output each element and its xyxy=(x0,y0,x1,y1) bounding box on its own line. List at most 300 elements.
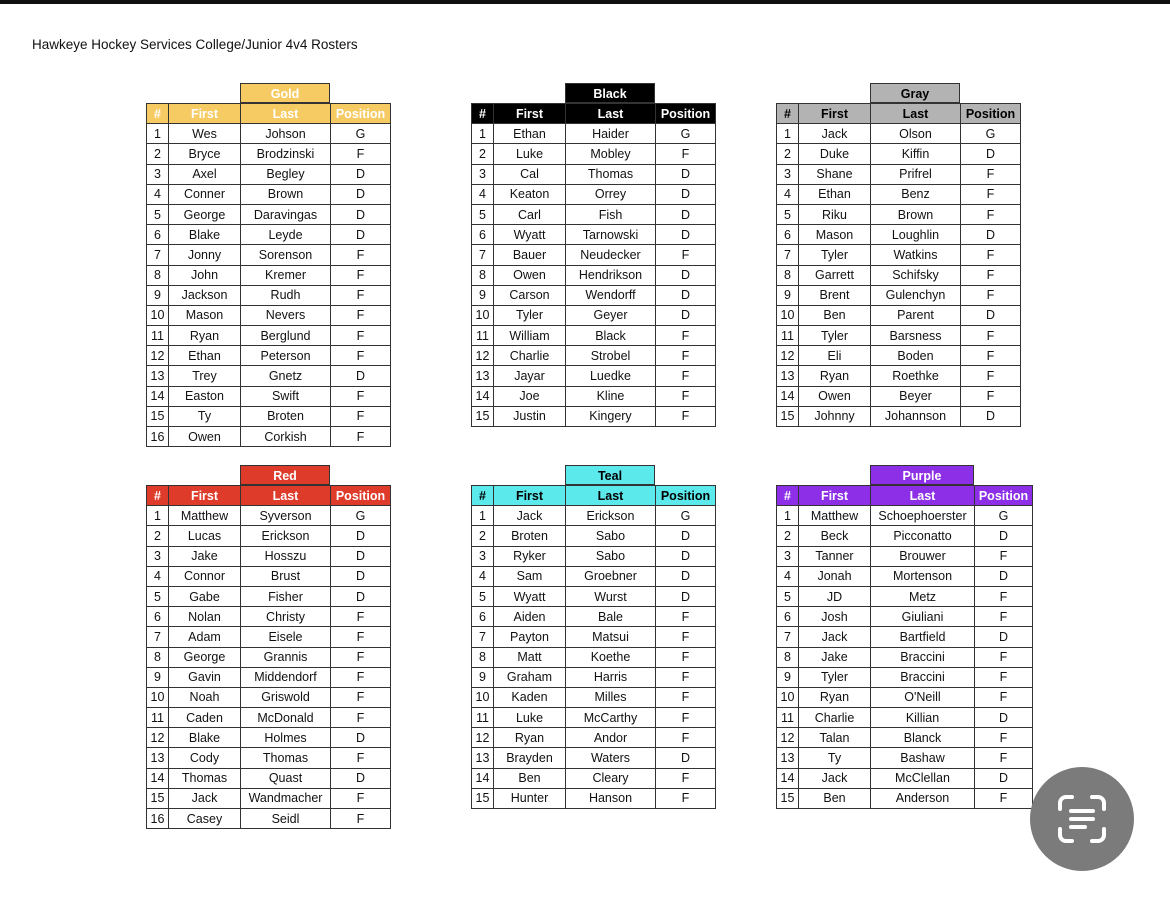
player-number: 10 xyxy=(472,687,494,707)
player-position: D xyxy=(656,526,716,546)
player-first-name: Jake xyxy=(169,546,241,566)
player-first-name: Carson xyxy=(494,285,566,305)
table-row xyxy=(147,506,391,526)
player-last-name: Braccini xyxy=(871,667,975,687)
player-number: 7 xyxy=(472,245,494,265)
player-first-name: Connor xyxy=(169,566,241,586)
column-header-row xyxy=(147,486,391,506)
player-number: 4 xyxy=(777,184,799,204)
player-first-name: Josh xyxy=(799,607,871,627)
player-last-name: Waters xyxy=(566,748,656,768)
player-number: 12 xyxy=(777,346,799,366)
player-position: D xyxy=(656,265,716,285)
table-row xyxy=(777,667,1033,687)
player-number: 11 xyxy=(472,326,494,346)
table-row xyxy=(472,346,716,366)
team-name-header: Teal xyxy=(565,465,655,485)
player-number: 2 xyxy=(147,526,169,546)
table-row xyxy=(472,687,716,707)
player-position: F xyxy=(656,667,716,687)
table-row xyxy=(147,326,391,346)
player-number: 6 xyxy=(472,225,494,245)
player-position: F xyxy=(331,406,391,426)
table-row xyxy=(777,245,1021,265)
table-row xyxy=(472,667,716,687)
table-row xyxy=(147,748,391,768)
player-position: F xyxy=(331,809,391,829)
player-first-name: Gavin xyxy=(169,667,241,687)
player-first-name: Matthew xyxy=(169,506,241,526)
table-row xyxy=(472,506,716,526)
table-row xyxy=(777,546,1033,566)
player-position: F xyxy=(975,788,1033,808)
player-last-name: Schifsky xyxy=(871,265,961,285)
player-number: 4 xyxy=(147,566,169,586)
player-number: 14 xyxy=(777,386,799,406)
player-position: D xyxy=(656,164,716,184)
table-row xyxy=(147,427,391,447)
table-row xyxy=(472,245,716,265)
player-first-name: Charlie xyxy=(494,346,566,366)
player-first-name: Ethan xyxy=(169,346,241,366)
player-last-name: Mortenson xyxy=(871,566,975,586)
table-row xyxy=(147,305,391,325)
player-number: 9 xyxy=(472,285,494,305)
player-first-name: Owen xyxy=(169,427,241,447)
player-first-name: Casey xyxy=(169,809,241,829)
player-last-name: Wendorff xyxy=(566,285,656,305)
table-row xyxy=(147,184,391,204)
column-header-position: Position xyxy=(975,486,1033,506)
player-number: 3 xyxy=(472,164,494,184)
player-number: 9 xyxy=(147,667,169,687)
player-first-name: Jayar xyxy=(494,366,566,386)
player-first-name: Tyler xyxy=(799,326,871,346)
player-position: F xyxy=(331,788,391,808)
page-title: Hawkeye Hockey Services College/Junior 4v4 Rosters xyxy=(32,37,358,52)
player-first-name: JD xyxy=(799,586,871,606)
player-number: 7 xyxy=(777,627,799,647)
player-first-name: Ty xyxy=(799,748,871,768)
player-position: F xyxy=(331,687,391,707)
player-first-name: Shane xyxy=(799,164,871,184)
table-row xyxy=(147,627,391,647)
player-position: F xyxy=(961,326,1021,346)
player-first-name: Jack xyxy=(169,788,241,808)
column-header-number: # xyxy=(147,486,169,506)
table-row xyxy=(777,124,1021,144)
player-position: F xyxy=(961,204,1021,224)
table-row xyxy=(777,708,1033,728)
table-row xyxy=(777,265,1021,285)
player-number: 15 xyxy=(472,788,494,808)
player-last-name: Middendorf xyxy=(241,667,331,687)
player-number: 14 xyxy=(472,768,494,788)
player-last-name: Benz xyxy=(871,184,961,204)
player-number: 8 xyxy=(147,265,169,285)
player-position: F xyxy=(656,245,716,265)
player-number: 15 xyxy=(777,406,799,426)
player-position: F xyxy=(656,627,716,647)
player-number: 1 xyxy=(147,124,169,144)
player-first-name: Johnny xyxy=(799,406,871,426)
player-first-name: Aiden xyxy=(494,607,566,627)
player-last-name: Fish xyxy=(566,204,656,224)
table-row xyxy=(147,647,391,667)
player-first-name: Lucas xyxy=(169,526,241,546)
player-first-name: Nolan xyxy=(169,607,241,627)
live-text-button[interactable] xyxy=(1030,767,1134,871)
player-position: F xyxy=(656,607,716,627)
player-last-name: Parent xyxy=(871,305,961,325)
player-last-name: Andor xyxy=(566,728,656,748)
player-position: F xyxy=(656,346,716,366)
table-row xyxy=(147,687,391,707)
player-last-name: Harris xyxy=(566,667,656,687)
player-number: 10 xyxy=(472,305,494,325)
roster-table xyxy=(776,485,1033,809)
player-first-name: Ryan xyxy=(799,366,871,386)
player-first-name: Luke xyxy=(494,144,566,164)
player-position: F xyxy=(975,586,1033,606)
player-position: D xyxy=(331,566,391,586)
player-last-name: Mobley xyxy=(566,144,656,164)
player-position: F xyxy=(331,346,391,366)
column-header-last: Last xyxy=(566,486,656,506)
player-last-name: Rudh xyxy=(241,285,331,305)
player-position: D xyxy=(961,305,1021,325)
column-header-number: # xyxy=(472,486,494,506)
player-position: D xyxy=(331,586,391,606)
player-position: D xyxy=(331,366,391,386)
player-first-name: Easton xyxy=(169,386,241,406)
player-last-name: Braccini xyxy=(871,647,975,667)
column-header-number: # xyxy=(147,104,169,124)
column-header-last: Last xyxy=(871,486,975,506)
table-row xyxy=(147,607,391,627)
player-position: D xyxy=(961,144,1021,164)
player-position: D xyxy=(656,285,716,305)
player-number: 3 xyxy=(777,164,799,184)
player-number: 8 xyxy=(777,265,799,285)
player-number: 12 xyxy=(472,728,494,748)
player-first-name: John xyxy=(169,265,241,285)
player-position: D xyxy=(331,526,391,546)
player-number: 15 xyxy=(147,406,169,426)
player-last-name: Neudecker xyxy=(566,245,656,265)
table-row xyxy=(472,586,716,606)
player-number: 14 xyxy=(777,768,799,788)
player-last-name: Metz xyxy=(871,586,975,606)
player-last-name: Anderson xyxy=(871,788,975,808)
player-last-name: Gnetz xyxy=(241,366,331,386)
player-last-name: Thomas xyxy=(566,164,656,184)
player-first-name: Luke xyxy=(494,708,566,728)
player-position: F xyxy=(656,366,716,386)
player-position: F xyxy=(331,708,391,728)
top-border xyxy=(0,0,1170,4)
player-position: G xyxy=(961,124,1021,144)
player-last-name: Eisele xyxy=(241,627,331,647)
player-last-name: Bartfield xyxy=(871,627,975,647)
column-header-first: First xyxy=(169,104,241,124)
player-number: 5 xyxy=(147,586,169,606)
table-row xyxy=(147,546,391,566)
player-number: 11 xyxy=(147,708,169,728)
player-last-name: Loughlin xyxy=(871,225,961,245)
player-first-name: Jackson xyxy=(169,285,241,305)
column-header-last: Last xyxy=(871,104,961,124)
table-row xyxy=(777,687,1033,707)
player-last-name: Quast xyxy=(241,768,331,788)
player-position: D xyxy=(975,627,1033,647)
player-first-name: Riku xyxy=(799,204,871,224)
player-number: 13 xyxy=(777,748,799,768)
player-number: 4 xyxy=(777,566,799,586)
player-position: F xyxy=(961,184,1021,204)
player-first-name: Ethan xyxy=(799,184,871,204)
player-number: 2 xyxy=(472,526,494,546)
player-position: F xyxy=(331,647,391,667)
player-last-name: Brouwer xyxy=(871,546,975,566)
table-row xyxy=(147,285,391,305)
player-position: F xyxy=(331,607,391,627)
table-row xyxy=(777,225,1021,245)
player-number: 8 xyxy=(777,647,799,667)
table-row xyxy=(777,406,1021,426)
player-number: 9 xyxy=(777,667,799,687)
player-first-name: Conner xyxy=(169,184,241,204)
table-row xyxy=(472,406,716,426)
player-position: D xyxy=(656,566,716,586)
player-position: F xyxy=(656,386,716,406)
column-header-row xyxy=(472,486,716,506)
player-first-name: Keaton xyxy=(494,184,566,204)
table-row xyxy=(147,788,391,808)
player-number: 1 xyxy=(777,124,799,144)
player-last-name: Brown xyxy=(241,184,331,204)
player-number: 3 xyxy=(777,546,799,566)
table-row xyxy=(147,728,391,748)
team-name-header: Gold xyxy=(240,83,330,103)
player-position: F xyxy=(975,546,1033,566)
column-header-last: Last xyxy=(566,104,656,124)
player-position: F xyxy=(331,427,391,447)
player-last-name: Hosszu xyxy=(241,546,331,566)
player-position: F xyxy=(961,265,1021,285)
table-row xyxy=(777,386,1021,406)
player-number: 7 xyxy=(777,245,799,265)
player-first-name: Ty xyxy=(169,406,241,426)
table-row xyxy=(147,768,391,788)
table-row xyxy=(777,366,1021,386)
player-first-name: Charlie xyxy=(799,708,871,728)
player-number: 16 xyxy=(147,809,169,829)
player-number: 6 xyxy=(472,607,494,627)
player-last-name: Black xyxy=(566,326,656,346)
player-first-name: Adam xyxy=(169,627,241,647)
player-last-name: Beyer xyxy=(871,386,961,406)
table-row xyxy=(472,768,716,788)
player-number: 9 xyxy=(147,285,169,305)
player-number: 4 xyxy=(472,184,494,204)
player-number: 12 xyxy=(472,346,494,366)
player-last-name: O'Neill xyxy=(871,687,975,707)
column-header-first: First xyxy=(799,486,871,506)
player-position: G xyxy=(331,506,391,526)
player-last-name: Groebner xyxy=(566,566,656,586)
column-header-position: Position xyxy=(656,486,716,506)
player-last-name: Killian xyxy=(871,708,975,728)
player-number: 3 xyxy=(472,546,494,566)
player-last-name: McCarthy xyxy=(566,708,656,728)
table-row xyxy=(472,748,716,768)
player-first-name: Wyatt xyxy=(494,225,566,245)
table-row xyxy=(147,366,391,386)
player-number: 6 xyxy=(777,607,799,627)
player-position: F xyxy=(331,285,391,305)
table-row xyxy=(777,506,1033,526)
table-row xyxy=(147,245,391,265)
player-first-name: Beck xyxy=(799,526,871,546)
column-header-number: # xyxy=(777,486,799,506)
table-row xyxy=(472,647,716,667)
column-header-row xyxy=(472,104,716,124)
player-first-name: Tanner xyxy=(799,546,871,566)
player-first-name: Ben xyxy=(799,305,871,325)
table-row xyxy=(472,326,716,346)
player-position: F xyxy=(975,687,1033,707)
player-position: F xyxy=(975,647,1033,667)
player-position: F xyxy=(331,245,391,265)
player-position: F xyxy=(656,144,716,164)
player-position: D xyxy=(656,225,716,245)
player-first-name: Hunter xyxy=(494,788,566,808)
column-header-number: # xyxy=(777,104,799,124)
roster-table xyxy=(776,103,1021,427)
column-header-position: Position xyxy=(961,104,1021,124)
table-row xyxy=(472,285,716,305)
player-number: 5 xyxy=(472,586,494,606)
player-last-name: Picconatto xyxy=(871,526,975,546)
table-row xyxy=(472,566,716,586)
player-first-name: Axel xyxy=(169,164,241,184)
table-row xyxy=(147,667,391,687)
player-number: 11 xyxy=(472,708,494,728)
player-last-name: Syverson xyxy=(241,506,331,526)
player-first-name: Jonah xyxy=(799,566,871,586)
player-first-name: Caden xyxy=(169,708,241,728)
table-row xyxy=(472,144,716,164)
player-position: F xyxy=(656,728,716,748)
column-header-position: Position xyxy=(331,486,391,506)
table-row xyxy=(777,566,1033,586)
player-position: D xyxy=(975,526,1033,546)
column-header-last: Last xyxy=(241,104,331,124)
player-position: F xyxy=(961,386,1021,406)
player-last-name: Kline xyxy=(566,386,656,406)
player-last-name: Watkins xyxy=(871,245,961,265)
player-number: 16 xyxy=(147,427,169,447)
player-first-name: Blake xyxy=(169,728,241,748)
player-last-name: Kingery xyxy=(566,406,656,426)
player-first-name: William xyxy=(494,326,566,346)
roster-table xyxy=(146,485,391,829)
player-first-name: Blake xyxy=(169,225,241,245)
player-first-name: George xyxy=(169,647,241,667)
player-number: 13 xyxy=(147,748,169,768)
player-last-name: Tarnowski xyxy=(566,225,656,245)
player-last-name: Cleary xyxy=(566,768,656,788)
player-number: 13 xyxy=(147,366,169,386)
player-last-name: Kiffin xyxy=(871,144,961,164)
player-last-name: Prifrel xyxy=(871,164,961,184)
column-header-last: Last xyxy=(241,486,331,506)
player-last-name: Barsness xyxy=(871,326,961,346)
player-number: 13 xyxy=(777,366,799,386)
player-number: 15 xyxy=(777,788,799,808)
player-first-name: Justin xyxy=(494,406,566,426)
player-first-name: Ryan xyxy=(494,728,566,748)
player-last-name: Begley xyxy=(241,164,331,184)
table-row xyxy=(147,526,391,546)
player-number: 1 xyxy=(472,506,494,526)
table-row xyxy=(472,708,716,728)
player-position: D xyxy=(656,586,716,606)
player-number: 5 xyxy=(777,204,799,224)
player-first-name: Ben xyxy=(799,788,871,808)
player-number: 12 xyxy=(147,728,169,748)
player-last-name: Leyde xyxy=(241,225,331,245)
player-last-name: Thomas xyxy=(241,748,331,768)
player-position: D xyxy=(961,406,1021,426)
player-position: F xyxy=(656,788,716,808)
player-position: G xyxy=(656,506,716,526)
player-number: 10 xyxy=(147,687,169,707)
player-last-name: Swift xyxy=(241,386,331,406)
player-first-name: Cody xyxy=(169,748,241,768)
table-row xyxy=(147,346,391,366)
player-number: 4 xyxy=(147,184,169,204)
player-first-name: Ethan xyxy=(494,124,566,144)
player-position: D xyxy=(331,728,391,748)
table-row xyxy=(147,708,391,728)
player-first-name: Owen xyxy=(799,386,871,406)
table-row xyxy=(777,728,1033,748)
player-position: D xyxy=(656,748,716,768)
player-position: D xyxy=(961,225,1021,245)
player-number: 13 xyxy=(472,748,494,768)
player-first-name: Graham xyxy=(494,667,566,687)
player-position: G xyxy=(331,124,391,144)
table-row xyxy=(472,204,716,224)
player-first-name: Jack xyxy=(799,768,871,788)
player-position: F xyxy=(961,245,1021,265)
table-row xyxy=(777,768,1033,788)
table-row xyxy=(777,788,1033,808)
player-last-name: Corkish xyxy=(241,427,331,447)
table-row xyxy=(147,586,391,606)
table-row xyxy=(147,225,391,245)
player-number: 6 xyxy=(777,225,799,245)
table-row xyxy=(777,748,1033,768)
player-last-name: Haider xyxy=(566,124,656,144)
table-row xyxy=(472,627,716,647)
player-first-name: Wyatt xyxy=(494,586,566,606)
player-number: 14 xyxy=(147,768,169,788)
player-position: F xyxy=(656,687,716,707)
table-row xyxy=(147,124,391,144)
